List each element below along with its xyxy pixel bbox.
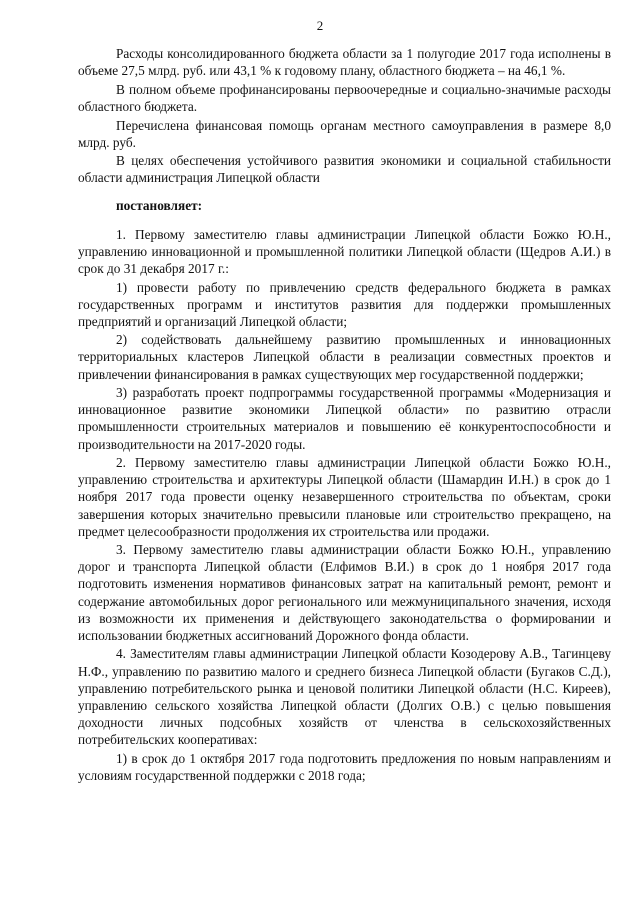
paragraph-financial-aid: Перечислена финансовая помощь органам местного самоуправления в размере 8,0 млрд. руб.: [78, 117, 611, 150]
paragraph-preamble: В целях обеспечения устойчивого развития экономики и социальной стабильности области администрация Липецкой области: [78, 153, 611, 186]
decree-heading: постановляет:: [116, 197, 203, 213]
page-number: 2: [316, 18, 324, 33]
paragraph-item-4: 4. Заместителям главы администрации Липецкой области Козодерову А.В., Тагинцеву Н.Ф., управлению по развитию малого и среднего бизнеса Липецкой области (Бугаков С.Д.), управлению потребительского рынка и ценовой политики Липецкой области (Н.С. Киреев), управлению сельского хозяйства Липецкой области (Долгих О.В.) с целью повышения доходности личных подсобных хозяйств от членства в сельскохозяйственных потребительских кооперативах:: [78, 646, 611, 747]
paragraph-item-1: 1. Первому заместителю главы администрации Липецкой области Божко Ю.Н., управлению инновационной и промышленной политики Липецкой области (Щедров А.И.) в срок до 31 декабря 2017 г.:: [78, 226, 611, 276]
paragraph-item-1-1: 1) провести работу по привлечению средств федерального бюджета в рамках государственных программ и институтов развития для поддержки промышленных предприятий и организаций Липецкой области;: [78, 279, 611, 329]
paragraph-item-1-3: 3) разработать проект подпрограммы государственной программы «Модернизация и инновационное развитие экономики Липецкой области» по развитию отрасли промышленности строительных материалов и повышению её конкурентоспособности и производительности на 2017-2020 годы.: [78, 385, 611, 452]
paragraph-item-4-1: 1) в срок до 1 октября 2017 года подготовить предложения по новым направлениям и условиям государственной поддержки с 2018 года;: [78, 750, 611, 783]
paragraph-item-1-2: 2) содействовать дальнейшему развитию промышленных и инновационных территориальных кластеров Липецкой области в реализации совместных проектов и привлечении финансирования в рамках существующих мер государственной поддержки;: [78, 332, 611, 382]
paragraph-priority-expenses: В полном объеме профинансированы первоочередные и социально-значимые расходы областного бюджета.: [78, 81, 611, 114]
document-body: [78, 45, 611, 785]
paragraph-item-3: 3. Первому заместителю главы администрации области Божко Ю.Н., управлению дорог и транспорта Липецкой области (Елфимов В.И.) в срок до 1 ноября 2017 года подготовить изменения нормативов финансовых затрат на капитальный ремонт, ремонт и содержание автомобильных дорог регионального или межмуниципального значения, исходя из возможности их применения и действующего законодательства о формировании и использовании бюджетных ассигнований Дорожного фонда области.: [78, 542, 611, 643]
paragraph-item-2: 2. Первому заместителю главы администрации Липецкой области Божко Ю.Н., управлению строительства и архитектуры Липецкой области (Шамардин И.Н.) в срок до 1 ноября 2017 года провести оценку незавершенного строительства по объектам, сроки завершения которых значительно превысили плановые или строительство прекращено, на предмет целесообразности продолжения их строительства или продажи.: [78, 455, 611, 539]
paragraph-budget-expenses: Расходы консолидированного бюджета области за 1 полугодие 2017 года исполнены в объеме 27,5 млрд. руб. или 43,1 % к годовому плану, областного бюджета – на 46,1 %.: [78, 46, 611, 79]
